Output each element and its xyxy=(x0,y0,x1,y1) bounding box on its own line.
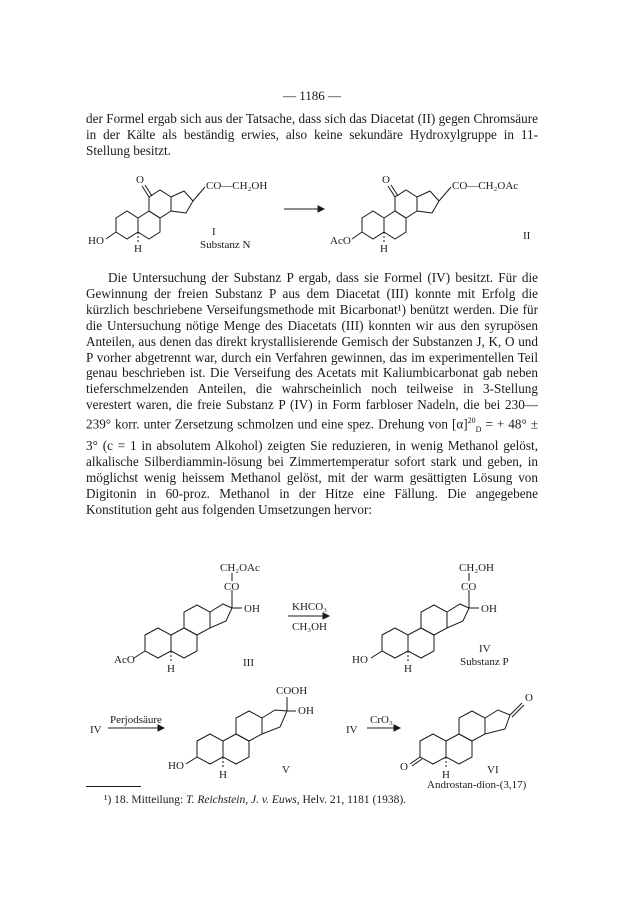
label-num-i: I xyxy=(212,226,216,238)
label-o-i: O xyxy=(136,174,144,186)
paragraph-text: Die Untersuchung der Substanz P ergab, dass sie Formel (IV) besitzt. Für die Gewinnung der freien Substanz P aus dem Diacetat (III) konnte mit Erfolg die kürzlich beschriebene Verseifungsmethode mit Bicarbonat¹) benützt werden. Die für die Untersuchung nötige Menge des Diacetats (III) konnten wir aus den syrupösen Anteilen, aus denen das direkt krystallisierende Gemisch der Substanzen J, K, O und P vorher abgetrennt war, durch ein Verfahren gewinnen, das im experimentellen Teil genau beschrieben ist. Die Verseifung des Acetats mit Kaliumbicarbonat gab neben tieferschmelzenden Anteilen, die wahrscheinlich noch teilweise in 3-Stellung verestert waren, die freie Substanz P (IV) in Form farbloser Nadeln, die bei 230—239° korr. unter Zersetzung schmolzen und eine spez. Drehung von [α] xyxy=(86,270,538,432)
label-start-iv-1: IV xyxy=(90,724,102,736)
label-start-iv-2: IV xyxy=(346,724,358,736)
label-h-i: H xyxy=(134,243,142,255)
page-number: — 1186 — xyxy=(282,88,342,103)
label-o-left-vi: O xyxy=(400,761,408,773)
scheme-1-structures xyxy=(0,168,624,278)
scheme-3-structures xyxy=(0,681,624,791)
label-cooh-v: COOH xyxy=(276,685,308,697)
label-ho-v: HO xyxy=(168,760,184,772)
paragraph-substanz-p xyxy=(86,270,538,518)
label-oh-iv: OH xyxy=(481,603,497,615)
footnote-text: 18. Mitteilung: xyxy=(114,794,187,806)
label-name-iv: Substanz P xyxy=(460,656,509,668)
label-num-v: V xyxy=(282,764,290,776)
rotation-line: D xyxy=(475,425,482,435)
label-o-top-vi: O xyxy=(525,692,533,704)
rotation-temperature: 20 xyxy=(467,416,476,426)
label-top-iv: CH₂OH xyxy=(459,562,495,574)
label-name-i: Substanz N xyxy=(200,239,251,251)
label-oh-iii: OH xyxy=(244,603,260,615)
label-num-iv: IV xyxy=(479,643,491,655)
label-ho-iv: HO xyxy=(352,654,368,666)
reagent-cro3: CrO₃ xyxy=(370,714,393,726)
label-num-iii: III xyxy=(243,657,254,669)
label-oh-v: OH xyxy=(298,705,314,717)
label-chain-i: CO—CH₂OH xyxy=(206,180,268,192)
label-ho-i: HO xyxy=(88,235,104,247)
paragraph-intro: der Formel ergab sich aus der Tatsache, dass sich das Diacetat (II) gegen Chromsäure in der Kälte als beständig erwies, also keine sekundäre Hydroxylgruppe in 11-Stellung besitzt. xyxy=(86,111,538,158)
rotation-text: = + 48° ± 3° (c = 1 in absolutem Alkohol) zeigten Sie reduzieren, in wenig Methanol gelöst, alkalische Silberdiammin-lösung bei Zimmertemperatur sofort stark und geben, in möglichst wenig heissem Methanol gelöst, mit der warm gesättigten Lösung von Digitonin in 60-proz. Methanol in der Hitze eine Fällung. Die angegebene Konstitution geht aus folgenden Umsetzungen hervor: xyxy=(86,416,538,517)
label-num-ii: II xyxy=(523,230,531,242)
footnote-ref: Helv. 21, 1181 (1938). xyxy=(299,794,407,806)
footnote-marker: ¹) xyxy=(104,794,112,806)
reagent-khco3: KHCO₃ xyxy=(292,601,328,613)
footnote-rule xyxy=(86,786,141,787)
label-num-vi: VI xyxy=(487,764,499,776)
label-chain-ii: CO—CH₂OAc xyxy=(452,180,519,192)
reagent-perjodsaeure: Perjodsäure xyxy=(110,714,162,726)
label-h-iii: H xyxy=(167,663,175,675)
label-h-iv: H xyxy=(404,663,412,675)
label-o-ii: O xyxy=(382,174,390,186)
label-h-ii: H xyxy=(380,243,388,255)
label-co-iii: CO xyxy=(224,581,240,593)
label-top-iii: CH₂OAc xyxy=(220,562,260,574)
footnote-authors: T. Reichstein, J. v. Euws, xyxy=(186,794,300,806)
label-h-v: H xyxy=(219,769,227,781)
label-h-vi: H xyxy=(442,769,450,781)
reagent-ch3oh: CH₃OH xyxy=(292,621,328,633)
label-aco-iii: AcO xyxy=(114,654,135,666)
label-name-vi: Androstan-dion-(3,17) xyxy=(427,779,527,791)
label-aco-ii: AcO xyxy=(330,235,351,247)
label-co-iv: CO xyxy=(461,581,477,593)
scheme-2-structures xyxy=(0,560,624,680)
footnote xyxy=(104,794,406,806)
